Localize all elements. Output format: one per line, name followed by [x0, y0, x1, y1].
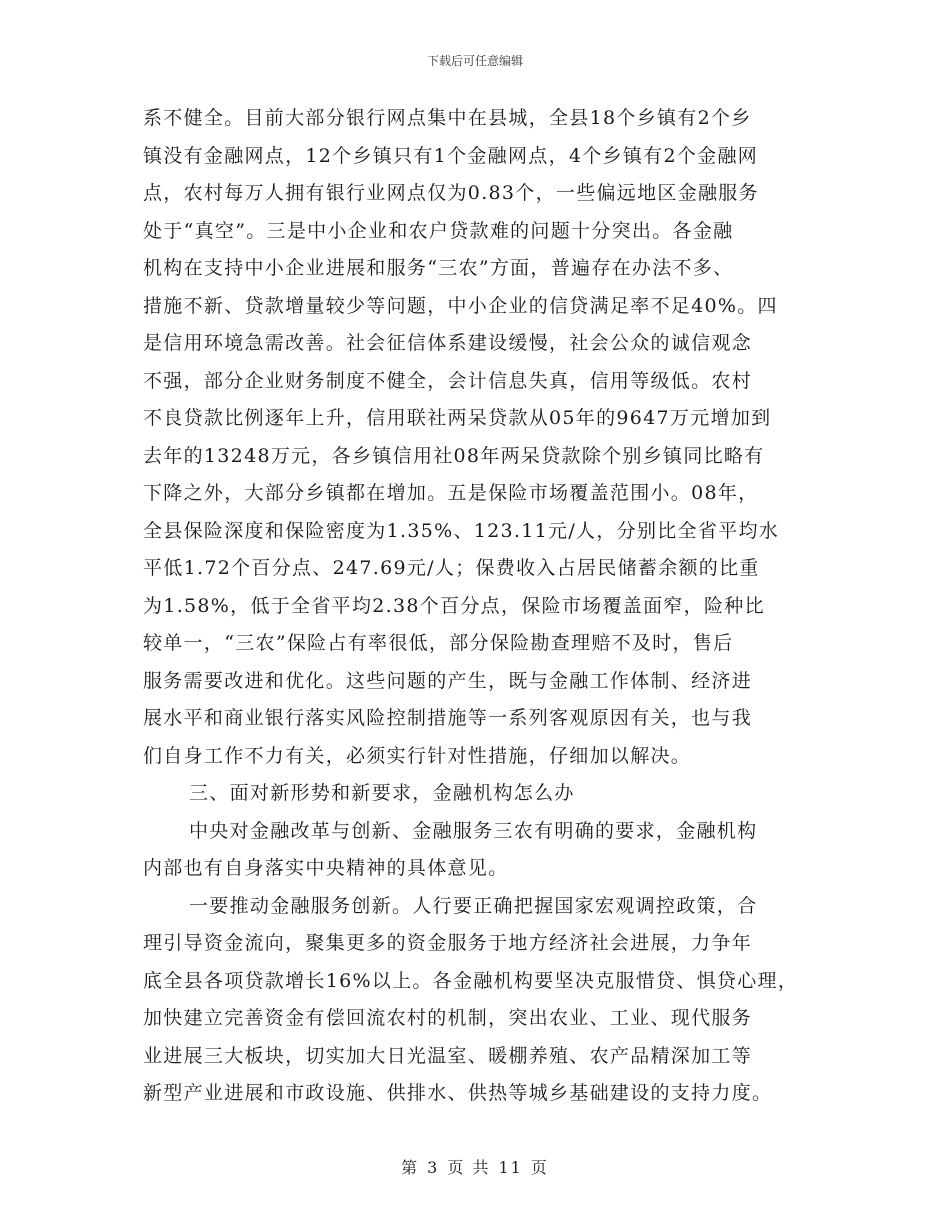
text-line: 底全县各项贷款增长16%以上。各金融机构要坚决克服惜贷、惧贷心理，	[143, 969, 799, 992]
text-line: 新型产业进展和市政设施、供排水、供热等城乡基础建设的支持力度。	[143, 1082, 773, 1104]
text-line: 不良贷款比例逐年上升，信用联社两呆贷款从05年的9647万元增加到	[143, 407, 772, 429]
text-line: 处于“真空”。三是中小企业和农户贷款难的问题十分突出。各金融	[143, 219, 734, 242]
text-line: 服务需要改进和优化。这些问题的产生，既与金融工作体制、经济进	[143, 669, 753, 692]
page-number: 3	[427, 1158, 440, 1177]
text-line: 是信用环境急需改善。社会征信体系建设缓慢，社会公众的诚信观念	[143, 332, 753, 354]
footer-mid: 页 共	[447, 1158, 491, 1177]
text-line: 系不健全。目前大部分银行网点集中在县城，全县18个乡镇有2个乡	[143, 107, 752, 129]
page-footer	[0, 1155, 950, 1178]
text-line: 机构在支持中小企业进展和服务“三农”方面，普遍存在办法不多、	[143, 257, 734, 279]
section-heading: 三、面对新形势和新要求，金融机构怎么办	[189, 782, 575, 804]
text-line: 全县保险深度和保险密度为1.35%、123.11元/人，分别比全省平均水	[143, 519, 780, 542]
text-line: 去年的13248万元，各乡镇信用社08年两呆贷款除个别乡镇同比略有	[143, 444, 765, 467]
text-line: 点，农村每万人拥有银行业网点仅为0.83个，一些偏远地区金融服务	[143, 182, 759, 204]
footer-prefix: 第	[401, 1158, 420, 1177]
text-line: 展水平和商业银行落实风险控制措施等一系列客观原因有关，也与我	[143, 707, 753, 729]
text-line: 一要推动金融服务创新。人行要正确把握国家宏观调控政策，合	[189, 894, 758, 917]
text-line: 措施不新、贷款增量较少等问题，中小企业的信贷满足率不足40%。四	[143, 294, 778, 317]
text-line: 业进展三大板块，切实加大日光温室、暖棚养殖、农产品精深加工等	[143, 1044, 753, 1067]
text-line: 较单一，“三农”保险占有率很低，部分保险勘查理赔不及时，售后	[143, 632, 734, 654]
text-line: 为1.58%，低于全省平均2.38个百分点，保险市场覆盖面窄，险种比	[143, 594, 765, 617]
text-line: 平低1.72个百分点、247.69元/人；保费收入占居民储蓄余额的比重	[143, 557, 760, 579]
text-line: 中央对金融改革与创新、金融服务三农有明确的要求，金融机构	[189, 819, 758, 842]
document-body	[143, 100, 823, 1113]
page-header: 下载后可任意编辑	[426, 54, 523, 68]
text-line: 们自身工作不力有关，必须实行针对性措施，仔细加以解决。	[143, 744, 692, 767]
page-total: 11	[498, 1158, 523, 1177]
text-line: 下降之外，大部分乡镇都在增加。五是保险市场覆盖范围小。08年，	[143, 482, 759, 504]
text-line: 内部也有自身落实中央精神的具体意见。	[143, 857, 509, 879]
text-line: 镇没有金融网点，12个乡镇只有1个金融网点，4个乡镇有2个金融网	[143, 144, 759, 167]
text-line: 理引导资金流向，聚集更多的资金服务于地方经济社会进展，力争年	[143, 932, 753, 954]
footer-suffix: 页	[530, 1158, 549, 1177]
text-line: 加快建立完善资金有偿回流农村的机制，突出农业、工业、现代服务	[143, 1007, 753, 1029]
text-line: 不强，部分企业财务制度不健全，会计信息失真，信用等级低。农村	[143, 369, 753, 392]
